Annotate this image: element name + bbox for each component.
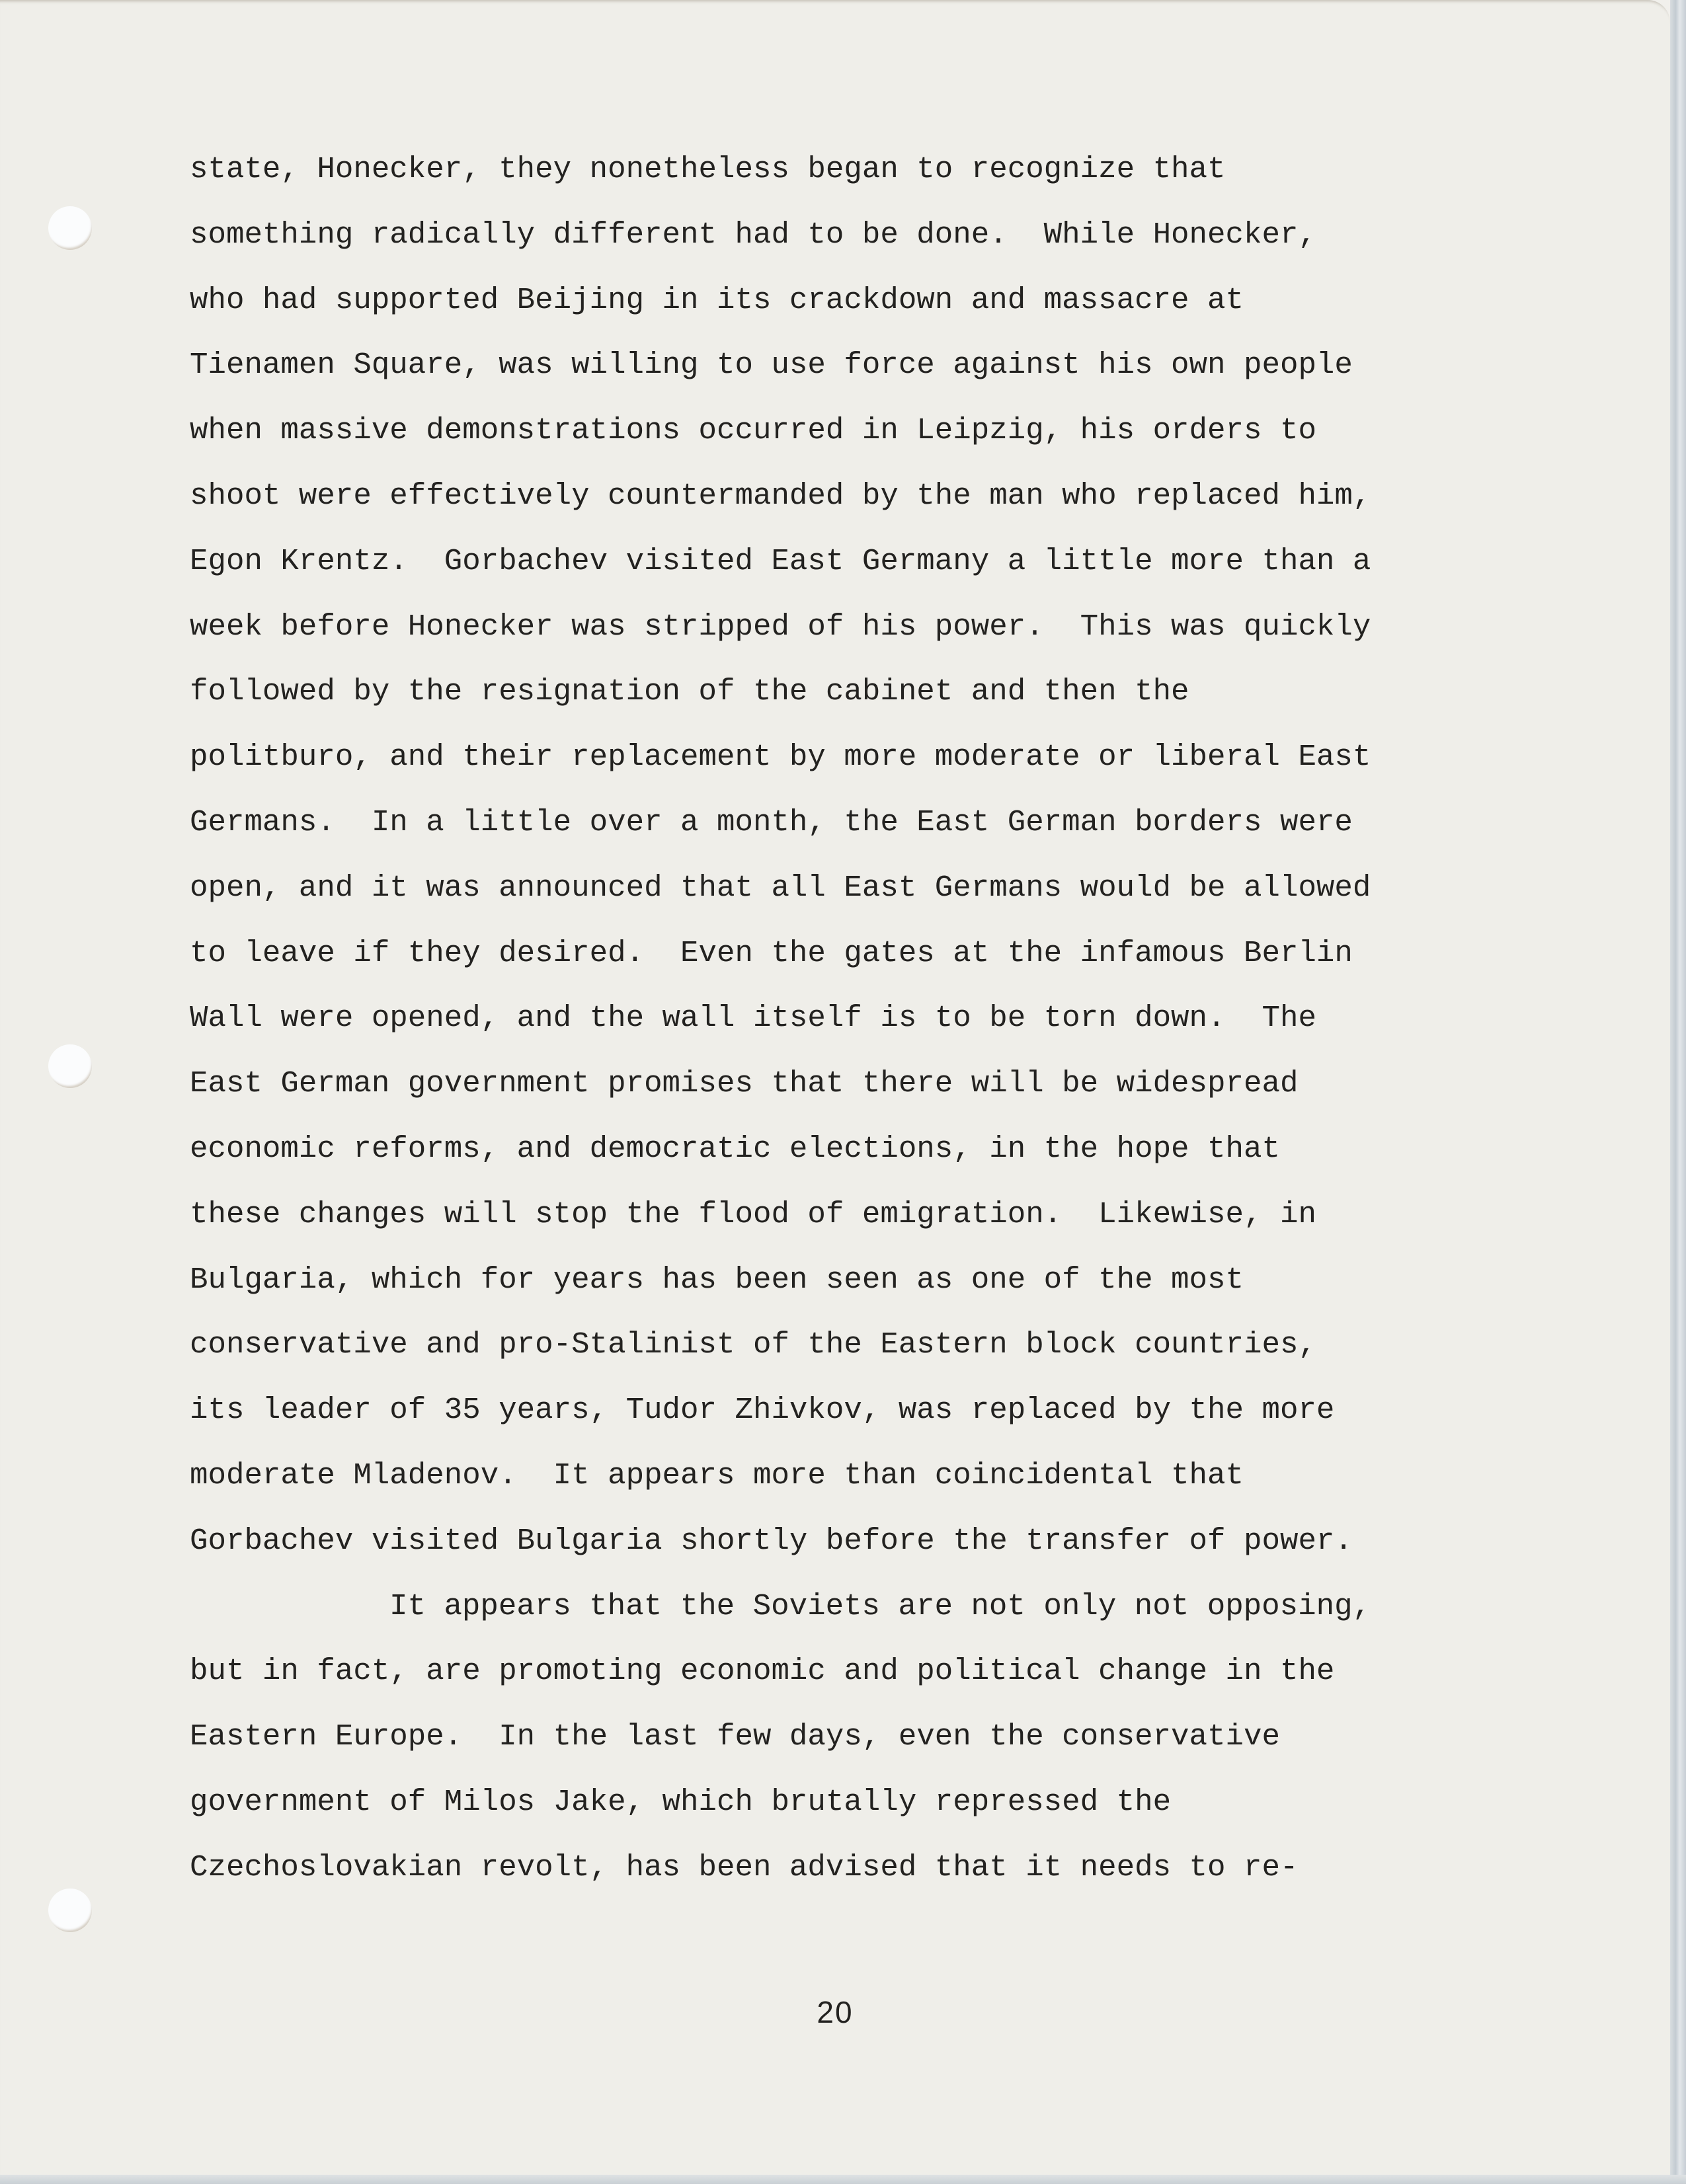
- page-number: 20: [817, 1995, 854, 2029]
- scanner-edge-right: [1670, 0, 1686, 2184]
- text-line: its leader of 35 years, Tudor Zhivkov, was replaced by the more: [190, 1393, 1335, 1428]
- text-line: open, and it was announced that all East Germans would be allowed: [190, 870, 1371, 905]
- text-line: who had supported Beijing in its crackdown and massacre at: [190, 282, 1244, 317]
- text-line: state, Honecker, they nonetheless began to recognize that: [190, 152, 1226, 186]
- text-line: Gorbachev visited Bulgaria shortly before the transfer of power.: [190, 1523, 1353, 1558]
- text-line: shoot were effectively countermanded by the man who replaced him,: [190, 478, 1371, 513]
- text-line: Germans. In a little over a month, the East German borders were: [190, 804, 1353, 839]
- text-line: Bulgaria, which for years has been seen as one of the most: [190, 1262, 1244, 1297]
- text-line: Czechoslovakian revolt, has been advised that it needs to re-: [190, 1850, 1299, 1885]
- text-line: economic reforms, and democratic elections, in the hope that: [190, 1131, 1280, 1166]
- scanner-edge-bottom: [0, 2175, 1686, 2184]
- text-line: Tienamen Square, was willing to use force against his own people: [190, 348, 1353, 383]
- text-line: these changes will stop the flood of emigration. Likewise, in: [190, 1196, 1316, 1231]
- text-line: followed by the resignation of the cabinet and then the: [190, 674, 1189, 709]
- text-line: conservative and pro-Stalinist of the Eastern block countries,: [190, 1327, 1316, 1362]
- text-line: politburo, and their replacement by more moderate or liberal East: [190, 740, 1371, 775]
- text-line: Wall were opened, and the wall itself is to be torn down. The: [190, 1001, 1316, 1036]
- text-line: week before Honecker was stripped of his power. This was quickly: [190, 609, 1371, 644]
- text-line: when massive demonstrations occurred in Leipzig, his orders to: [190, 413, 1316, 448]
- text-line: Eastern Europe. In the last few days, even the conservative: [190, 1719, 1280, 1754]
- text-line: something radically different had to be done. While Honecker,: [190, 217, 1316, 252]
- text-line: to leave if they desired. Even the gates at the infamous Berlin: [190, 935, 1353, 970]
- text-line: government of Milos Jake, which brutally repressed the: [190, 1784, 1172, 1819]
- text-line: but in fact, are promoting economic and political change in the: [190, 1654, 1335, 1689]
- binder-hole-middle: [48, 1044, 92, 1088]
- typed-text-body: [190, 137, 1512, 1900]
- text-line: East German government promises that there will be widespread: [190, 1066, 1299, 1101]
- binder-hole-bottom: [48, 1889, 92, 1932]
- paragraph-first-line: It appears that the Soviets are not only not opposing,: [389, 1588, 1371, 1623]
- text-line: Egon Krentz. Gorbachev visited East Germany a little more than a: [190, 543, 1371, 578]
- text-line: moderate Mladenov. It appears more than coincidental that: [190, 1458, 1244, 1493]
- binder-hole-top: [48, 206, 92, 250]
